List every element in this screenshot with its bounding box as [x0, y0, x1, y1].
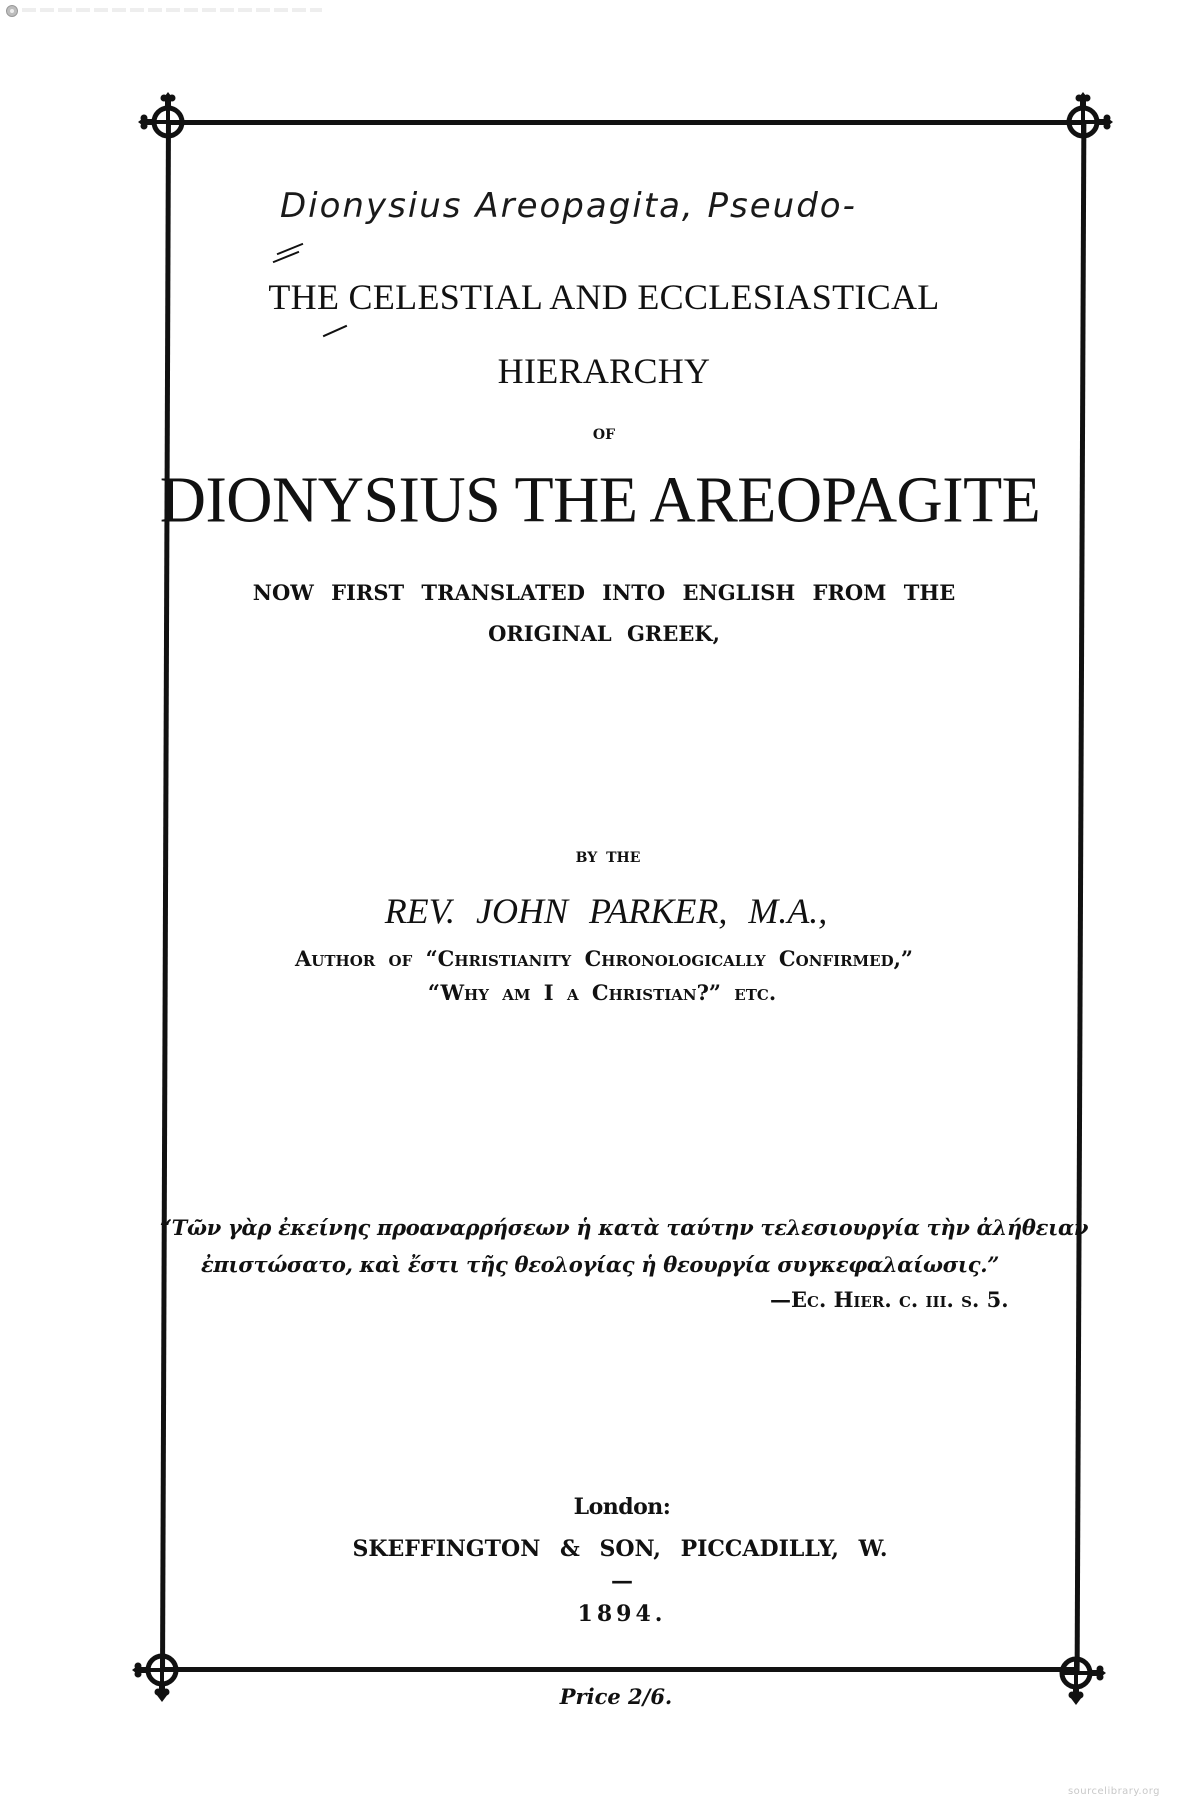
celtic-cross-icon	[134, 88, 194, 148]
border-bottom-rule	[162, 1667, 1076, 1672]
title-line-2: HIERARCHY	[497, 351, 711, 391]
handwritten-double-underline	[272, 248, 306, 262]
title-line-1: THE CELESTIAL AND ECCLESIASTICAL	[268, 277, 940, 317]
epigraph-citation: —Ec. Hier. c. iii. s. 5.	[770, 1287, 1009, 1312]
faint-header-strip	[22, 8, 322, 12]
subtitle-line-1: NOW FIRST TRANSLATED INTO ENGLISH FROM THE	[252, 580, 956, 605]
subtitle-line-2: ORIGINAL GREEK,	[488, 621, 720, 646]
border-top-rule	[168, 120, 1083, 125]
author-credits-line-2: “Why am I a Christian?” etc.	[427, 980, 777, 1005]
imprint-city: London:	[573, 1494, 671, 1520]
by-the-label: BY THE	[575, 850, 641, 866]
imprint-publisher: SKEFFINGTON & SON, PICCADILLY, W.	[352, 1536, 888, 1562]
title-connector: OF	[592, 427, 616, 443]
handwritten-stroke	[323, 325, 348, 337]
price-label: Price 2/6.	[559, 1684, 673, 1709]
author-name: REV. JOHN PARKER, M.A.,	[384, 891, 828, 931]
page-thumbnail-icon[interactable]	[6, 5, 18, 17]
imprint-year: 1894.	[577, 1601, 667, 1627]
author-credits-line-1: Author of “Christianity Chronologically Confirmed,”	[294, 946, 913, 971]
celtic-cross-icon	[1057, 88, 1117, 148]
epigraph-line-1: “Tῶν γὰρ ἐκείνης προαναρρήσεων ἡ κατὰ ταύτην τελεσιουργία τὴν ἀλήθειαν	[159, 1215, 1089, 1240]
handwritten-note: Dionysius Areopagita, Pseudo-	[280, 186, 857, 226]
watermark: sourcelibrary.org	[1067, 1786, 1160, 1797]
main-title: DIONYSIUS THE AREOPAGITE	[159, 463, 1041, 536]
epigraph-line-2: ἐπιστώσατο, καὶ ἔστι τῆς θεολογίας ἡ θεουργία συγκεφαλαίωσις.”	[200, 1252, 1000, 1277]
imprint-rule: —	[611, 1568, 633, 1594]
